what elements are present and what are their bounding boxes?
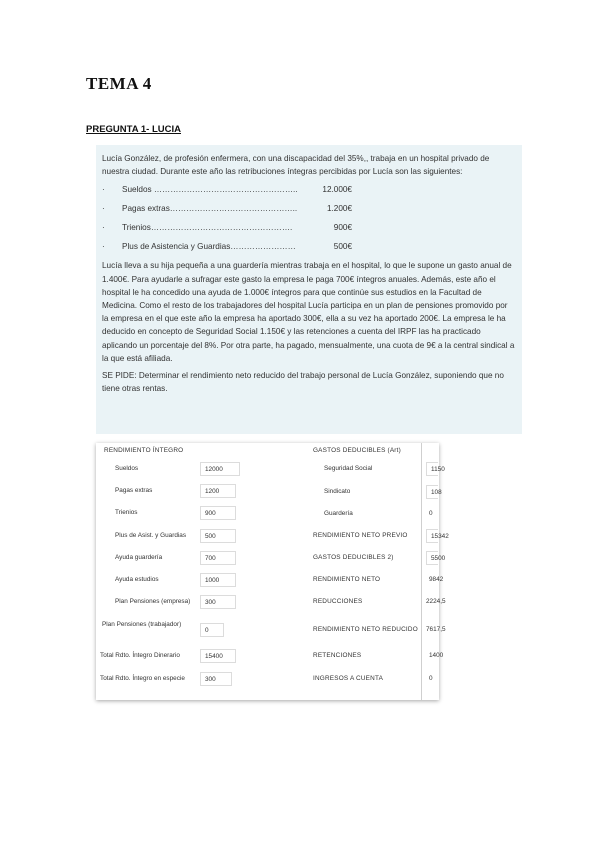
page-title: TEMA 4 — [86, 74, 152, 93]
left-row-label: Plus de Asist. y Guardias — [115, 532, 187, 539]
rendimiento-neto-previo-field[interactable]: 15342 — [426, 529, 438, 543]
problem-body: Lucía lleva a su hija pequeña a una guardería mientras trabaja en el hospital, lo que le supone un gasto anual de 1.400€. Para ayudarle a sufragar este gasto la empresa le paga 700€ íntegros anuales. Además, este año el hospital le ha concedido una ayuda de 1.000€ íntegros para que continúe sus estudios en la Facultad de Medicina. Como el resto de los trabajadores del hospital Lucía participa en un plan de pensiones promovido por la empresa en el que este año la empresa ha aportado 300€, ella a su vez ha aportado 200€. La empresa le ha deducido en concepto de Seguridad Social 1.150€ y las retenciones a cuenta del IRPF las ha practicado aplicando un porcentaje del 8%. Por otra parte, ha pagado, mensualmente, una cuota de 9€ a la central sindical a la que está afiliada. — [102, 261, 515, 363]
bullet: · — [102, 185, 105, 195]
gastos-deducibles-field[interactable]: 5500 — [426, 551, 438, 565]
salary-item-label: Sueldos …………………………………………….. — [122, 185, 298, 195]
right-row-label: REDUCCIONES — [313, 598, 363, 605]
plan-pensiones-trabajador-field[interactable]: 0 — [200, 623, 224, 637]
right-header: GASTOS DEDUCIBLES (Art) — [313, 447, 401, 454]
right-row-label: RETENCIONES — [313, 652, 362, 659]
bullet: · — [102, 223, 105, 233]
total-integro-especie-field[interactable]: 300 — [200, 672, 232, 686]
right-row-label: RENDIMIENTO NETO REDUCIDO — [313, 626, 418, 633]
left-row-label: Plan Pensiones (empresa) — [115, 598, 191, 605]
salary-item-amount: 12.000€ — [322, 185, 352, 195]
salary-item-amount: 1.200€ — [326, 204, 352, 214]
right-row-label: RENDIMIENTO NETO PREVIO — [313, 532, 408, 539]
problem-statement-box — [96, 145, 522, 434]
bullet: · — [102, 204, 105, 214]
left-row-label: Trienios — [115, 509, 138, 516]
sindicato-field[interactable]: 108 — [426, 485, 438, 499]
right-row-label: Guardería — [324, 510, 353, 517]
right-row-label: INGRESOS A CUENTA — [313, 675, 384, 682]
reducciones-value: 2224,5 — [426, 598, 446, 605]
left-row-label: Pagas extras — [115, 487, 153, 494]
left-row-label: Total Rdto. Íntegro Dinerario — [100, 652, 180, 659]
salary-item-plus-asistencia — [102, 237, 516, 256]
left-row-label: Ayuda guardería — [115, 554, 163, 561]
total-integro-dinerario-field[interactable]: 15400 — [200, 649, 236, 663]
problem-intro: Lucía González, de profesión enfermera, con una discapacidad del 35%,, trabaja en un hospital privado de nuestra ciudad. Durante este año las retribuciones íntegras percibidas por Lucía son las siguientes: — [102, 154, 490, 177]
ayuda-estudios-field[interactable]: 1000 — [200, 573, 236, 587]
right-row-label: RENDIMIENTO NETO — [313, 576, 381, 583]
salary-item-trienios — [102, 218, 516, 237]
plus-asistencia-field[interactable]: 500 — [200, 529, 236, 543]
right-row-label: Seguridad Social — [324, 465, 373, 472]
ingresos-a-cuenta-value: 0 — [429, 675, 433, 682]
left-header: RENDIMIENTO ÍNTEGRO — [104, 447, 184, 454]
guarderia-value: 0 — [429, 510, 433, 517]
left-row-label: Total Rdto. Íntegro en especie — [100, 675, 185, 682]
seguridad-social-field[interactable]: 1150 — [426, 462, 438, 476]
right-row-label: Sindicato — [324, 488, 351, 495]
salary-item-label: Plus de Asistencia y Guardias…………………… — [122, 242, 296, 252]
salary-item-label: Trienios……………………………………………. — [122, 223, 293, 233]
left-row-label: Sueldos — [115, 465, 139, 472]
ayuda-guarderia-field[interactable]: 700 — [200, 551, 236, 565]
salary-item-amount: 900€ — [333, 223, 352, 233]
problem-ask: SE PIDE: Determinar el rendimiento neto reducido del trabajo personal de Lucía González, suponiendo que no tiene otras rentas. — [102, 371, 504, 394]
sueldos-field[interactable]: 12000 — [200, 462, 240, 476]
left-row-label: Ayuda estudios — [115, 576, 159, 583]
retenciones-value: 1400 — [429, 652, 444, 659]
salary-item-label: Pagas extras……………………………………….. — [122, 204, 298, 214]
salary-list — [102, 180, 516, 256]
salary-item-amount: 500€ — [333, 242, 352, 252]
panel-divider — [421, 443, 422, 700]
question-heading: PREGUNTA 1- LUCIA — [86, 124, 181, 135]
calculation-panel — [96, 443, 449, 700]
right-row-label: GASTOS DEDUCIBLES 2) — [313, 554, 394, 561]
salary-item-pagas-extras — [102, 199, 516, 218]
rendimiento-neto-value: 9842 — [429, 576, 444, 583]
trienios-field[interactable]: 900 — [200, 506, 236, 520]
pagas-extras-field[interactable]: 1200 — [200, 484, 236, 498]
rendimiento-neto-reducido-value: 7617,5 — [426, 626, 446, 633]
left-row-label: Plan Pensiones (trabajador) — [102, 621, 182, 628]
salary-item-sueldos — [102, 180, 516, 199]
plan-pensiones-empresa-field[interactable]: 300 — [200, 595, 236, 609]
bullet: · — [102, 242, 105, 252]
